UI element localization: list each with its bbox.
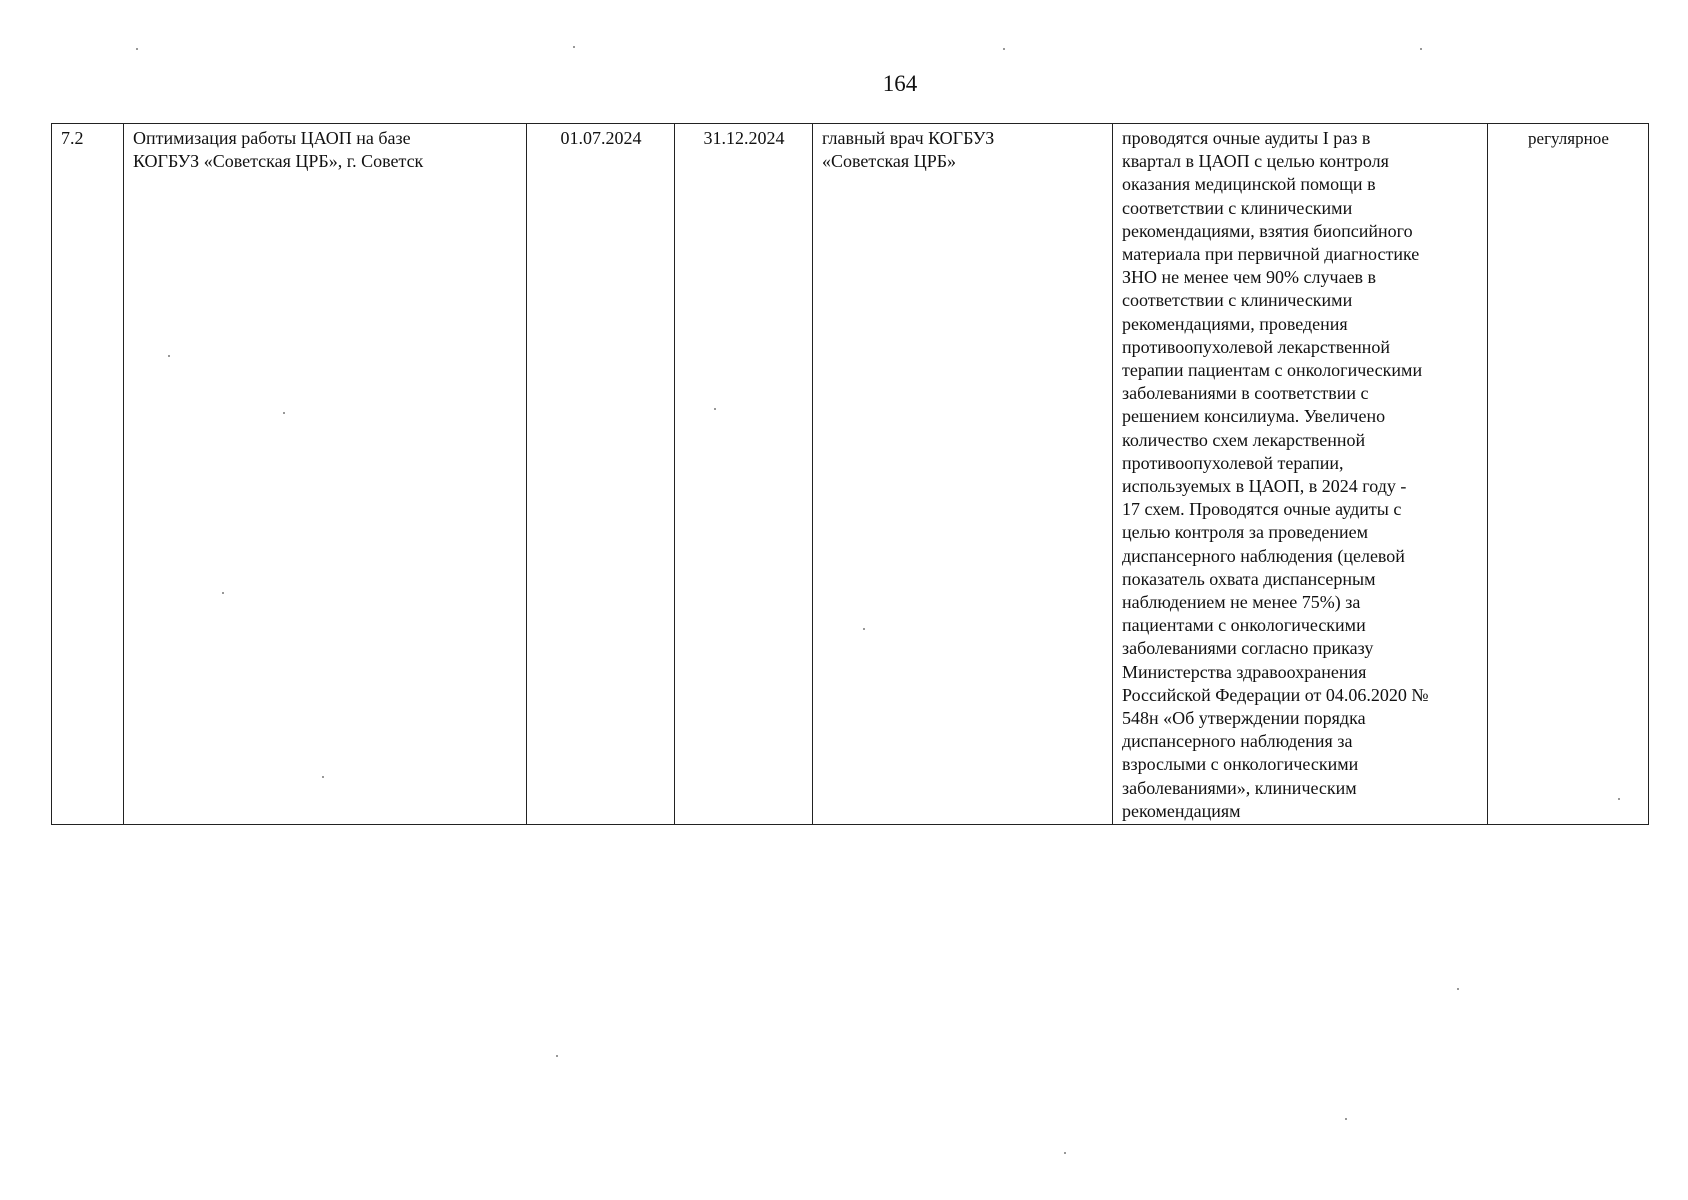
end-date-cell — [675, 124, 813, 825]
scan-speck — [222, 592, 224, 594]
scan-speck — [714, 408, 716, 410]
scan-speck — [168, 355, 170, 357]
responsible-line: главный врач КОГБУЗ — [822, 128, 995, 148]
result-line: используемых в ЦАОП, в 2024 году - — [1122, 476, 1407, 497]
scan-speck — [1345, 1118, 1347, 1120]
page-number: 164 — [882, 71, 918, 96]
measure-name-line: Оптимизация работы ЦАОП на базе — [133, 128, 411, 148]
result-line: рекомендациями, проведения — [1122, 313, 1348, 334]
scan-speck — [136, 48, 138, 50]
result-line: 548н «Об утверждении порядка — [1122, 708, 1366, 729]
scan-speck — [573, 46, 575, 48]
table-row — [52, 124, 1649, 825]
scan-speck — [556, 1055, 558, 1057]
scan-speck — [1003, 48, 1005, 50]
result-cell — [1113, 124, 1488, 825]
responsible-cell — [813, 124, 1113, 825]
scan-speck — [322, 776, 324, 778]
result-line: диспансерного наблюдения за — [1122, 731, 1353, 752]
result-line: оказания медицинской помощи в — [1122, 174, 1376, 195]
result-line: соответствии с клиническими — [1122, 197, 1353, 218]
result-line: Российской Федерации от 04.06.2020 № — [1122, 684, 1429, 705]
result-line: показатель охвата диспансерным — [1122, 568, 1376, 589]
scan-speck — [1457, 988, 1459, 990]
scan-speck — [1618, 798, 1620, 800]
scan-speck — [283, 412, 285, 414]
result-line: решением консилиума. Увеличено — [1122, 406, 1386, 427]
start-date: 01.07.2024 — [560, 128, 642, 148]
scan-speck — [1064, 1152, 1066, 1154]
result-line: терапии пациентам с онкологическими — [1122, 360, 1423, 381]
result-line: пациентами с онкологическими — [1122, 615, 1366, 636]
measure-name-line: КОГБУЗ «Советская ЦРБ», г. Советск — [133, 151, 424, 172]
result-line: целью контроля за проведением — [1122, 522, 1369, 543]
frequency-cell — [1488, 124, 1649, 825]
result-line: материала при первичной диагностике — [1122, 244, 1420, 265]
start-date-cell — [527, 124, 675, 825]
measure-name-cell — [124, 124, 527, 825]
result-line: наблюдением не менее 75%) за — [1122, 592, 1361, 613]
result-line: заболеваниями», клиническим — [1122, 777, 1357, 798]
action-plan-table — [51, 123, 1649, 825]
end-date: 31.12.2024 — [703, 128, 785, 148]
result-line: противоопухолевой терапии, — [1122, 452, 1344, 473]
result-line: заболеваниями в соответствии с — [1122, 383, 1369, 404]
result-line: квартал в ЦАОП с целью контроля — [1122, 151, 1389, 172]
responsible-line: «Советская ЦРБ» — [822, 151, 957, 172]
result-line: рекомендациями, взятия биопсийного — [1122, 220, 1413, 241]
scan-speck — [863, 628, 865, 630]
result-line: заболеваниями согласно приказу — [1122, 638, 1374, 659]
scan-speck — [1420, 48, 1422, 50]
result-line: 17 схем. Проводятся очные аудиты с — [1122, 499, 1402, 520]
result-line: рекомендациям — [1122, 800, 1241, 821]
result-line: ЗНО не менее чем 90% случаев в — [1122, 267, 1377, 288]
item-number-cell — [52, 124, 124, 825]
result-line: диспансерного наблюдения (целевой — [1122, 545, 1405, 566]
result-line: взрослыми с онкологическими — [1122, 754, 1359, 775]
result-line: соответствии с клиническими — [1122, 290, 1353, 311]
result-line: Министерства здравоохранения — [1122, 661, 1367, 682]
frequency: регулярное — [1528, 129, 1609, 148]
result-line: проводятся очные аудиты I раз в — [1122, 128, 1371, 148]
item-number: 7.2 — [61, 128, 84, 148]
result-line: количество схем лекарственной — [1122, 429, 1366, 450]
result-line: противоопухолевой лекарственной — [1122, 336, 1391, 357]
